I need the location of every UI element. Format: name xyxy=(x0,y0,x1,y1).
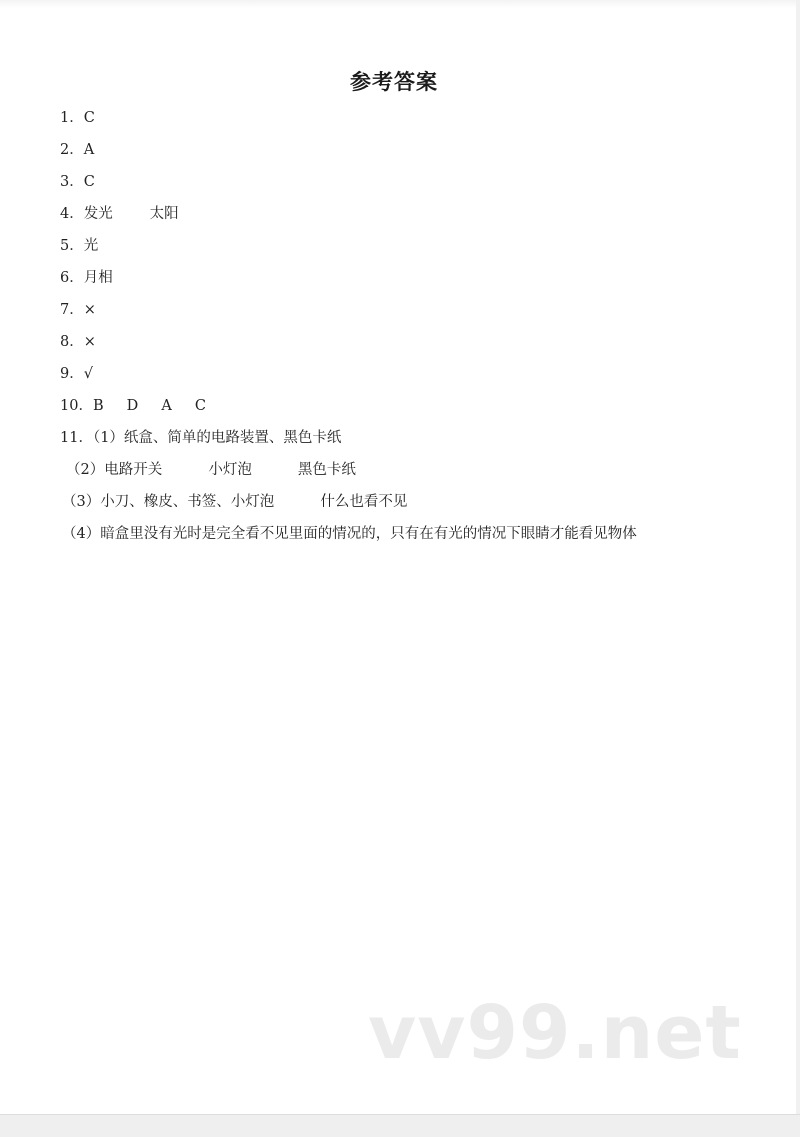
answer-line-1: 1．C xyxy=(60,110,95,126)
answer-line-7: 7．× xyxy=(60,302,96,318)
page-top-shadow xyxy=(0,0,800,8)
answer-line-11-2: （2）电路开关 小灯泡 黑色卡纸 xyxy=(66,462,356,478)
answer-line-2: 2．A xyxy=(60,142,95,158)
page-title: 参考答案 xyxy=(350,70,438,94)
answer-line-11-4: （4）暗盒里没有光时是完全看不见里面的情况的，只有在有光的情况下眼睛才能看见物体 xyxy=(62,526,637,542)
answer-line-9: 9．√ xyxy=(60,366,93,382)
answer-line-4: 4．发光 太阳 xyxy=(60,206,179,222)
page-right-edge xyxy=(796,0,800,1137)
page-bottom-bar xyxy=(0,1114,800,1137)
answer-line-10: 10．B D A C xyxy=(60,398,206,414)
answer-line-8: 8．× xyxy=(60,334,96,350)
answer-line-11: 11．（1）纸盒、简单的电路装置、黑色卡纸 xyxy=(60,430,342,446)
answer-line-5: 5．光 xyxy=(60,238,99,254)
answer-line-3: 3．C xyxy=(60,174,95,190)
answer-line-6: 6．月相 xyxy=(60,270,113,286)
answer-line-11-3: （3）小刀、橡皮、书签、小灯泡 什么也看不见 xyxy=(62,494,408,510)
watermark: vv99.net xyxy=(368,990,742,1076)
